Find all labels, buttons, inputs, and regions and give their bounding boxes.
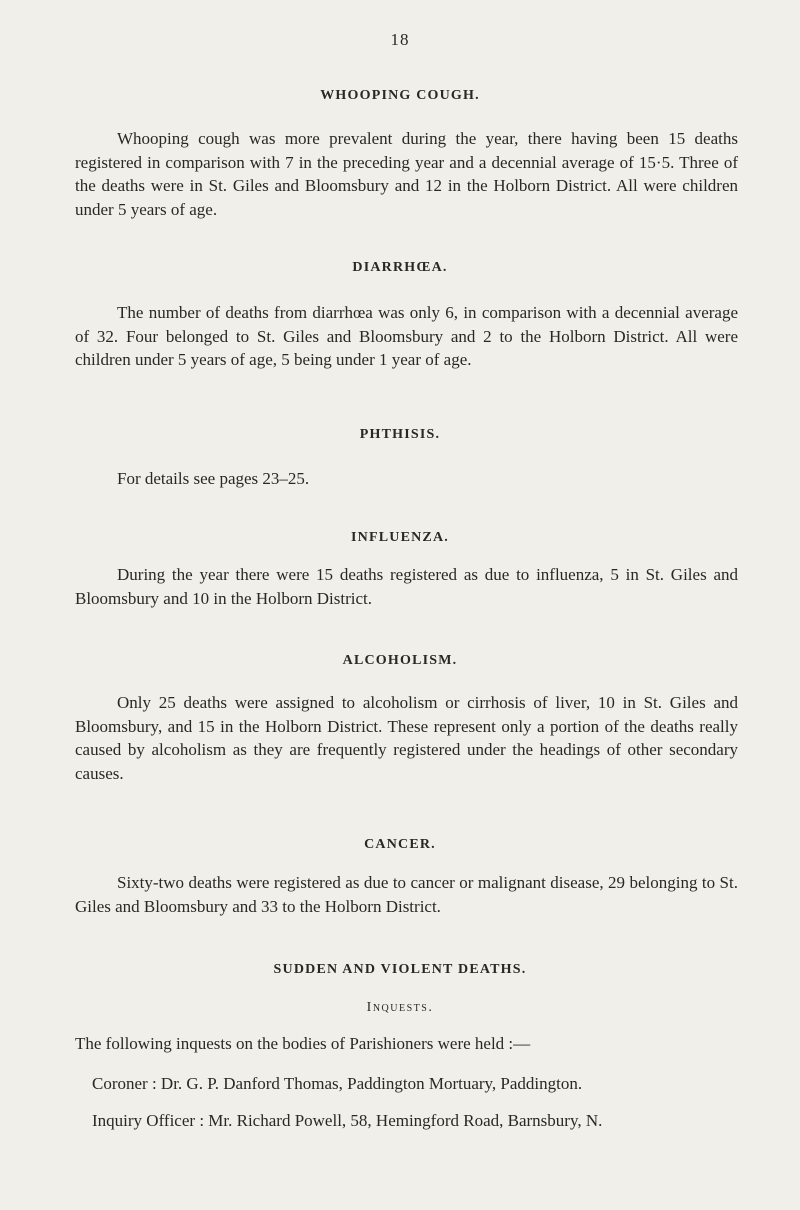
- heading-whooping-cough: WHOOPING COUGH.: [320, 88, 480, 103]
- heading-influenza: INFLUENZA.: [351, 530, 449, 545]
- heading-sudden-violent-deaths: SUDDEN AND VIOLENT DEATHS.: [273, 962, 527, 977]
- heading-cancer: CANCER.: [364, 837, 436, 852]
- heading-phthisis: PHTHISIS.: [359, 427, 441, 442]
- subheading-inquests: Inquests.: [366, 1000, 434, 1015]
- heading-alcoholism: ALCOHOLISM.: [342, 653, 458, 668]
- inquiry-officer-line: Inquiry Officer : Mr. Richard Powell, 58, Hemingford Road, Barnsbury, N.: [92, 1111, 603, 1130]
- paragraph-cancer: Sixty-two deaths were registered as due to cancer or malignant disease, 29 belonging to St. Giles and Bloomsbury and 33 to the Holborn District.: [75, 873, 738, 916]
- inquests-intro: The following inquests on the bodies of Parishioners were held :—: [75, 1034, 531, 1053]
- heading-diarrhoea: DIARRHŒA.: [352, 260, 448, 275]
- page-number: 18: [390, 30, 410, 49]
- paragraph-phthisis: For details see pages 23–25.: [117, 469, 310, 488]
- coroner-line: Coroner : Dr. G. P. Danford Thomas, Paddington Mortuary, Paddington.: [92, 1074, 583, 1093]
- paragraph-diarrhoea: The number of deaths from diarrhœa was only 6, in comparison with a decennial average of 32. Four belonged to St. Giles and Bloomsbury and 2 to the Holborn District. All were children under 5 years of age, 5 being under 1 year of age.: [75, 303, 738, 369]
- paragraph-whooping-cough: Whooping cough was more prevalent during the year, there having been 15 deaths registered in comparison with 7 in the preceding year and a decennial average of 15·5. Three of the deaths were in St. Giles and Bloomsbury and 12 in the Holborn District. All were children under 5 years of age.: [75, 129, 738, 219]
- paragraph-influenza: During the year there were 15 deaths registered as due to influenza, 5 in St. Giles and Bloomsbury and 10 in the Holborn District.: [75, 565, 738, 608]
- paragraph-alcoholism: Only 25 deaths were assigned to alcoholism or cirrhosis of liver, 10 in St. Giles and Bloomsbury, and 15 in the Holborn District. These represent only a portion of the deaths really caused by alcoholism as they are frequently registered under the headings of other secondary causes.: [75, 693, 738, 783]
